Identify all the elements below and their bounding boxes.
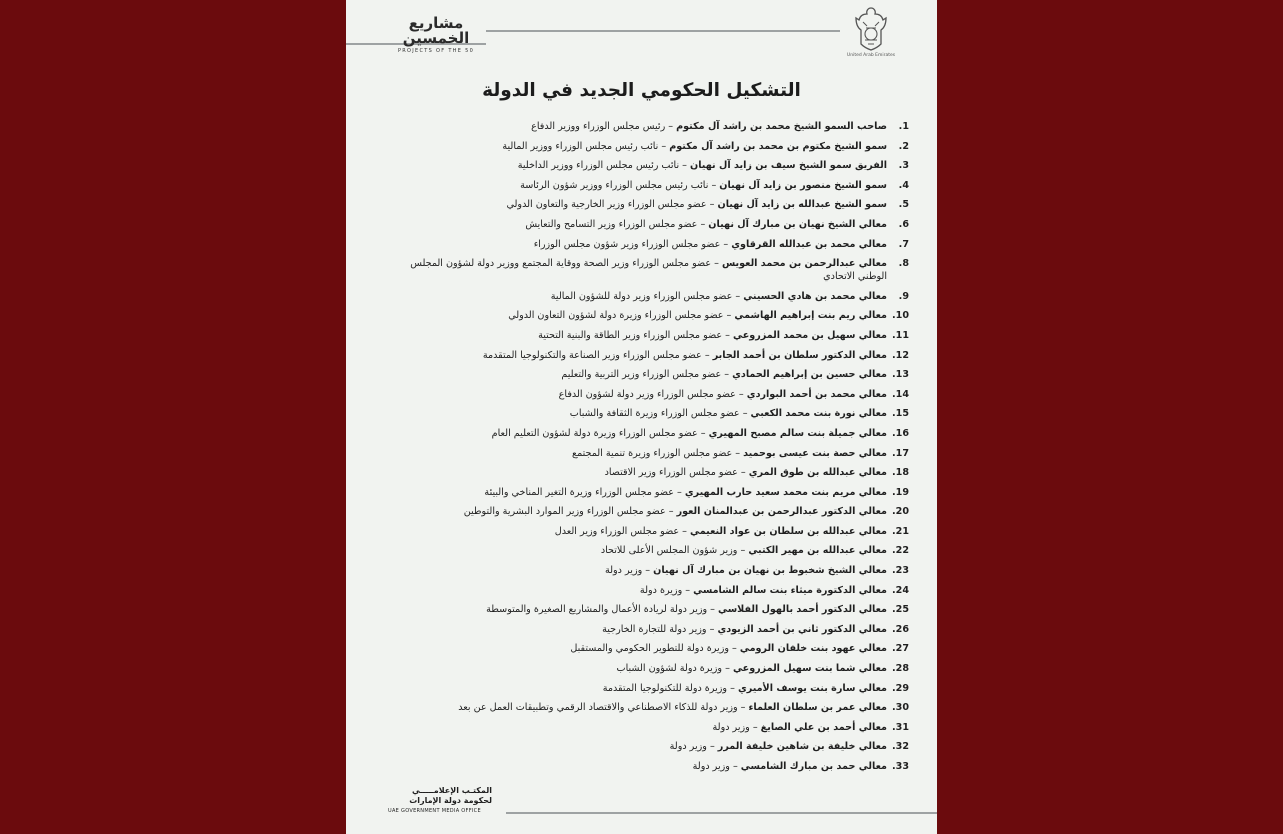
minister-role: – عضو مجلس الوزراء وزير دولة للشؤون المالية <box>550 290 744 302</box>
item-number: 25. <box>891 604 909 616</box>
minister-role: – عضو مجلس الوزراء وزير دولة لشؤون الدفاع <box>558 388 747 400</box>
minister-role: – نائب رئيس مجلس الوزراء ووزير شؤون الرئاسة <box>520 179 720 191</box>
header-divider-right <box>486 30 840 32</box>
minister-role: – عضو مجلس الوزراء وزيرة تنمية المجتمع <box>571 447 744 459</box>
minister-role: – وزير دولة للتجارة الخارجية <box>602 623 718 635</box>
list-item <box>409 682 909 695</box>
list-item <box>409 701 909 714</box>
media-line1: المكتـب الإعلامـــــي <box>412 786 492 795</box>
minister-name: معالي نورة بنت محمد الكعبي <box>750 408 887 420</box>
item-text <box>693 760 887 773</box>
media-english: UAE GOVERNMENT MEDIA OFFICE <box>388 808 481 814</box>
list-item <box>409 238 909 251</box>
minister-name: معالي عهود بنت خلفان الرومي <box>739 643 887 655</box>
logo-english: PROJECTS OF THE 50 <box>397 48 475 54</box>
item-text <box>670 740 887 753</box>
item-number: 20. <box>891 506 909 518</box>
item-text <box>713 721 887 734</box>
minister-name: سمو الشيخ مكتوم بن محمد بن راشد آل مكتوم <box>669 140 887 152</box>
item-number: 21. <box>891 525 909 537</box>
minister-name: معالي الدكتور أحمد بالهول الفلاسي <box>718 604 887 616</box>
item-number: 31. <box>891 721 909 733</box>
minister-role: – وزير شؤون المجلس الأعلى للاتحاد <box>600 545 749 557</box>
minister-name: معالي جميلة بنت سالم مصبح المهيري <box>708 427 887 439</box>
minister-role: – عضو مجلس الوزراء وزير التربية والتعليم <box>561 369 733 381</box>
item-number: 15. <box>891 408 909 420</box>
list-item <box>409 179 909 192</box>
item-text <box>525 218 887 231</box>
list-item <box>409 427 909 440</box>
minister-name: معالي حسين بن إبراهيم الحمادي <box>732 369 887 381</box>
list-item <box>409 505 909 518</box>
minister-role: – رئيس مجلس الوزراء ووزير الدفاع <box>531 121 677 132</box>
list-item <box>409 486 909 499</box>
minister-role: – وزيرة دولة للتطوير الحكومي والمستقبل <box>570 643 740 655</box>
item-text <box>409 257 887 283</box>
minister-role: – وزير دولة <box>712 721 761 733</box>
minister-name: معالي حمد بن مبارك الشامسي <box>740 761 887 772</box>
item-text <box>603 682 887 695</box>
item-number: 27. <box>891 643 909 655</box>
item-number: 17. <box>891 447 909 459</box>
item-number: 22. <box>891 545 909 557</box>
item-number: 1. <box>898 121 909 132</box>
item-text <box>640 584 887 597</box>
item-text <box>464 505 887 518</box>
minister-name: معالي ريم بنت إبراهيم الهاشمي <box>734 310 887 322</box>
item-text <box>570 407 887 420</box>
minister-name: سمو الشيخ عبدالله بن زايد آل نهيان <box>717 199 887 211</box>
item-text <box>492 427 887 440</box>
document-page <box>346 0 937 834</box>
item-text <box>484 486 887 499</box>
list-item <box>409 662 909 675</box>
minister-role: – عضو مجلس الوزراء وزير شؤون مجلس الوزراء <box>533 238 732 250</box>
list-item <box>409 466 909 479</box>
minister-name: معالي حصة بنت عيسى بوحميد <box>743 447 887 459</box>
minister-role: – وزير دولة <box>604 565 654 577</box>
minister-name: معالي محمد بن عبدالله القرقاوي <box>731 238 887 250</box>
list-item <box>409 721 909 734</box>
list-item <box>409 140 909 153</box>
item-number: 6. <box>898 218 909 230</box>
item-text <box>502 140 887 153</box>
minister-role: – وزير دولة للذكاء الاصطناعي والاقتصاد الرقمي وتطبيقات العمل عن بعد <box>458 702 749 714</box>
media-line2: لحكومة دولة الإمارات <box>409 796 492 805</box>
minister-role: – وزير دولة <box>692 761 741 772</box>
minister-name: معالي محمد بن أحمد البواردي <box>746 388 887 400</box>
minister-role: – عضو مجلس الوزراء وزيرة التغير المناخي والبيئة <box>484 486 685 498</box>
minister-name: معالي الدكتور سلطان بن أحمد الجابر <box>712 349 887 361</box>
item-number: 10. <box>891 310 909 322</box>
minister-name: صاحب السمو الشيخ محمد بن راشد آل مكتوم <box>676 121 887 132</box>
minister-name: معالي محمد بن هادي الحسيني <box>743 290 887 302</box>
minister-name: معالي الدكتورة ميثاء بنت سالم الشامسي <box>693 584 887 596</box>
footer-divider <box>506 812 937 814</box>
item-text <box>617 662 887 675</box>
minister-name: معالي عمر بن سلطان العلماء <box>748 702 887 714</box>
list-item <box>409 642 909 655</box>
minister-name: معالي سهيل بن محمد المزروعي <box>733 329 887 341</box>
item-text <box>602 623 887 636</box>
list-item <box>409 120 909 133</box>
list-item <box>409 740 909 753</box>
item-number: 3. <box>898 160 909 172</box>
list-item <box>409 603 909 616</box>
minister-name: معالي الدكتور عبدالرحمن بن عبدالمنان العور <box>676 506 887 518</box>
item-text <box>561 368 887 381</box>
item-number: 33. <box>891 761 909 772</box>
item-number: 14. <box>891 388 909 400</box>
list-item <box>409 388 909 401</box>
minister-role: – وزيرة دولة <box>639 584 694 596</box>
minister-name: معالي الشيخ نهيان بن مبارك آل نهيان <box>708 218 887 230</box>
minister-role: – عضو مجلس الوزراء وزيرة دولة لشؤون التعليم العام <box>491 427 709 439</box>
item-text <box>458 701 887 714</box>
item-text <box>570 642 887 655</box>
minister-name: معالي الشيخ شخبوط بن نهيان بن مبارك آل نهيان <box>653 565 887 577</box>
item-number: 23. <box>891 565 909 577</box>
item-number: 18. <box>891 467 909 479</box>
item-number: 13. <box>891 369 909 381</box>
list-item <box>409 760 909 773</box>
list-item <box>409 447 909 460</box>
emblem-caption: United Arab Emirates <box>846 53 896 58</box>
minister-role: – نائب رئيس مجلس الوزراء ووزير الداخلية <box>517 160 691 172</box>
item-number: 11. <box>891 329 909 341</box>
minister-role: – وزيرة دولة لشؤون الشباب <box>616 663 733 675</box>
list-item <box>409 349 909 362</box>
minister-name: الفريق سمو الشيخ سيف بن زايد آل نهيان <box>690 160 887 172</box>
item-text <box>486 603 887 616</box>
item-number: 8. <box>898 258 909 270</box>
item-text <box>572 447 887 460</box>
item-text <box>483 349 887 362</box>
minister-role: – عضو مجلس الوزراء وزير الصحة ووقاية المجتمع ووزير دولة لشؤون المجلس الوطني الاتحادي <box>410 258 887 283</box>
item-number: 26. <box>891 623 909 635</box>
item-text <box>531 120 887 133</box>
minister-name: معالي الدكتور ثاني بن أحمد الزيودي <box>717 623 887 635</box>
item-number: 16. <box>891 427 909 439</box>
minister-name: معالي شما بنت سهيل المزروعي <box>732 663 887 675</box>
list-item <box>409 525 909 538</box>
minister-role: – عضو مجلس الوزراء وزير الاقتصاد <box>604 467 749 479</box>
minister-role: – عضو مجلس الوزراء وزيرة دولة لشؤون التعاون الدولي <box>508 310 735 322</box>
list-item <box>409 198 909 211</box>
minister-name: معالي سارة بنت يوسف الأميري <box>737 682 887 694</box>
item-number: 30. <box>891 702 909 714</box>
item-text <box>518 159 887 172</box>
minister-role: – عضو مجلس الوزراء وزير الطاقة والبنية التحتية <box>538 329 734 341</box>
logo-line1: مشاريع <box>408 14 464 32</box>
minister-role: – عضو مجلس الوزراء وزير التسامح والتعايش <box>525 218 709 230</box>
minister-name: معالي عبدالرحمن بن محمد العويس <box>721 258 887 270</box>
list-item <box>409 623 909 636</box>
item-number: 12. <box>891 349 909 361</box>
item-text <box>534 238 887 251</box>
item-number: 28. <box>891 663 909 675</box>
item-number: 7. <box>898 238 909 250</box>
list-item <box>409 584 909 597</box>
minister-name: معالي عبدالله بن مهير الكتبي <box>748 545 887 557</box>
list-item <box>409 564 909 577</box>
uae-emblem <box>846 6 896 58</box>
page-title: التشكيل الحكومي الجديد في الدولة <box>482 80 801 101</box>
item-number: 2. <box>898 140 909 152</box>
item-number: 19. <box>891 486 909 498</box>
minister-role: – عضو مجلس الوزراء وزير الموارد البشرية والتوطين <box>463 506 677 518</box>
list-item <box>409 309 909 322</box>
minister-role: – نائب رئيس مجلس الوزراء ووزير المالية <box>502 140 670 152</box>
item-text <box>601 544 887 557</box>
list-item <box>409 218 909 231</box>
item-text <box>551 290 887 303</box>
item-text <box>605 466 887 479</box>
list-item <box>409 544 909 557</box>
minister-role: – عضو مجلس الوزراء وزيرة الثقافة والشباب <box>569 408 751 420</box>
ministers-list <box>409 120 909 780</box>
minister-name: معالي عبدالله بن سلطان بن عواد النعيمي <box>690 525 887 537</box>
item-number: 32. <box>891 741 909 753</box>
minister-role: – وزير دولة لريادة الأعمال والمشاريع الصغيرة والمتوسطة <box>486 604 719 616</box>
minister-name: معالي مريم بنت محمد سعيد حارب المهيري <box>684 486 887 498</box>
item-text <box>508 309 887 322</box>
minister-name: معالي عبدالله بن طوق المري <box>748 467 887 479</box>
projects-of-the-50-logo <box>386 16 486 54</box>
minister-role: – عضو مجلس الوزراء وزير الخارجية والتعاون الدولي <box>506 199 718 211</box>
minister-role: – وزير دولة <box>669 741 718 753</box>
item-number: 5. <box>898 199 909 211</box>
list-item <box>409 257 909 283</box>
list-item <box>409 329 909 342</box>
falcon-emblem-icon <box>851 6 891 52</box>
item-number: 9. <box>898 290 909 302</box>
minister-role: – عضو مجلس الوزراء وزير الصناعة والتكنولوجيا المتقدمة <box>482 349 713 361</box>
list-item <box>409 159 909 172</box>
minister-name: معالي خليفة بن شاهين خليفة المرر <box>717 741 887 753</box>
minister-role: – وزيرة دولة للتكنولوجيا المتقدمة <box>602 682 738 694</box>
item-text <box>555 525 887 538</box>
list-item <box>409 290 909 303</box>
item-text <box>507 198 887 211</box>
media-office-logo <box>388 786 492 814</box>
minister-name: معالي أحمد بن علي الصايغ <box>760 721 887 733</box>
item-text <box>538 329 887 342</box>
item-number: 24. <box>891 584 909 596</box>
item-number: 29. <box>891 682 909 694</box>
item-text <box>520 179 887 192</box>
item-text <box>605 564 887 577</box>
list-item <box>409 407 909 420</box>
item-text <box>559 388 887 401</box>
minister-role: – عضو مجلس الوزراء وزير العدل <box>554 525 691 537</box>
logo-line2: الخمسين <box>402 29 470 47</box>
item-number: 4. <box>898 179 909 191</box>
list-item <box>409 368 909 381</box>
minister-name: سمو الشيخ منصور بن زايد آل نهيان <box>719 179 887 191</box>
